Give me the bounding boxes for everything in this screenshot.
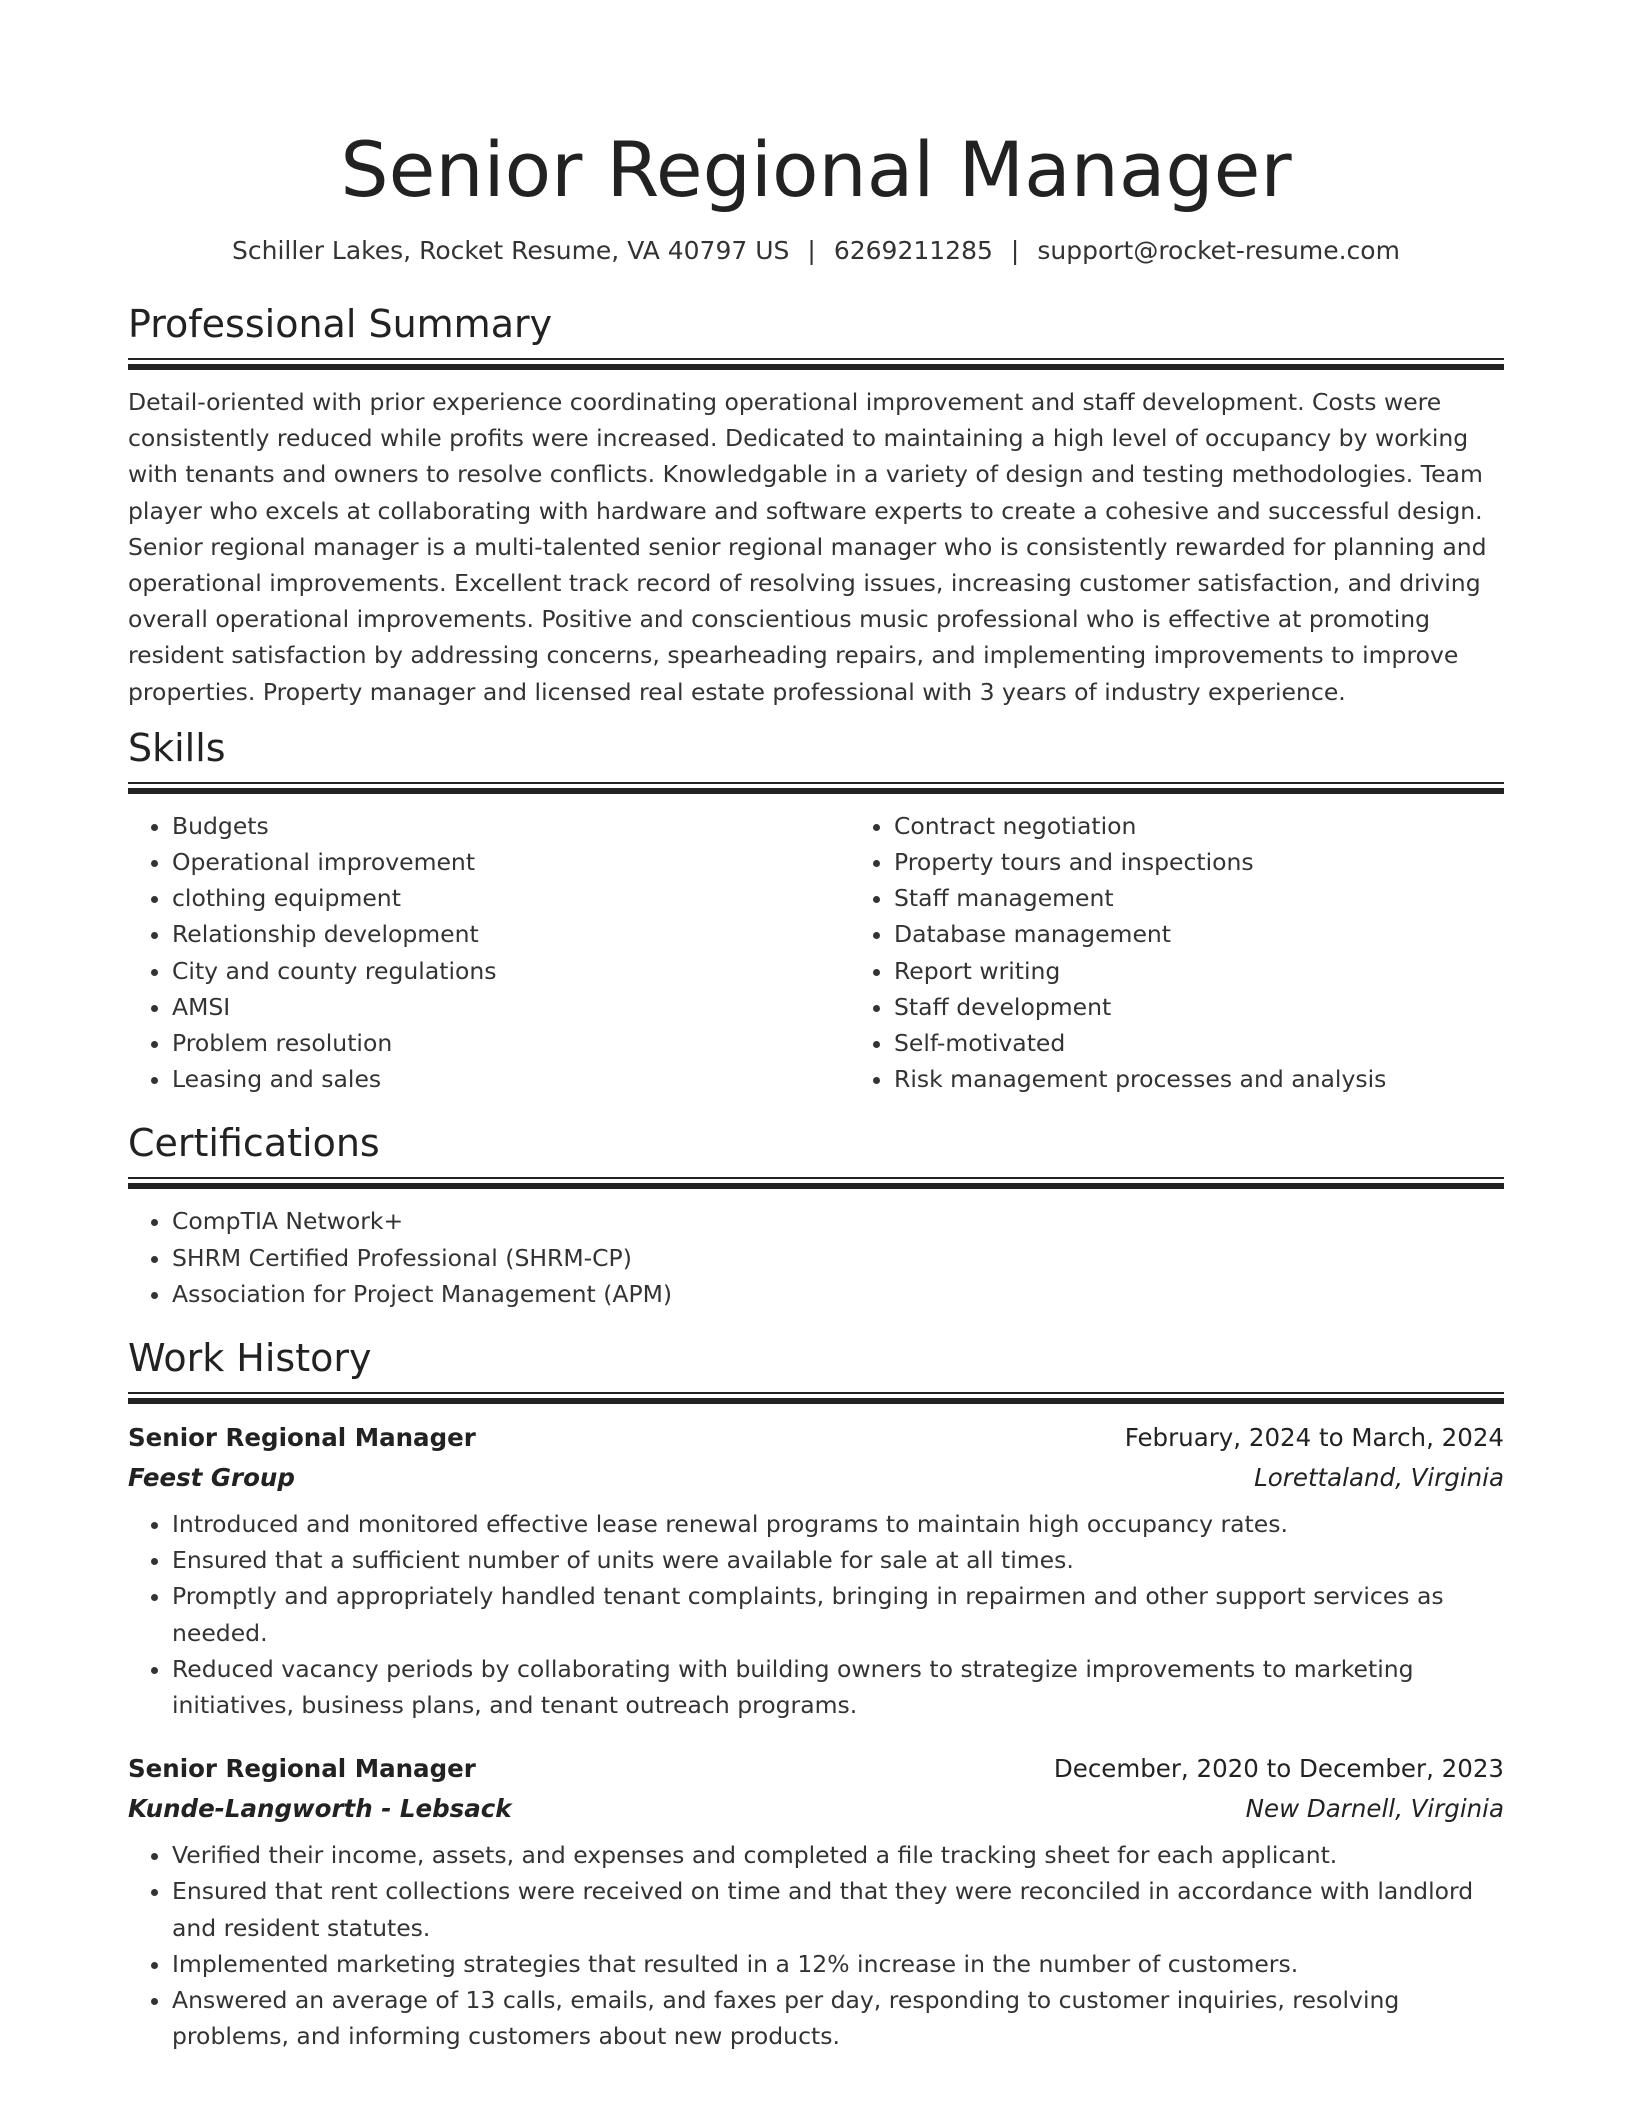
skill-item: • AMSI xyxy=(172,989,850,1025)
skill-item: • clothing equipment xyxy=(172,880,850,916)
job-entry xyxy=(128,1749,1504,2054)
job-location: New Darnell, Virginia xyxy=(1245,1794,1504,1824)
contact-separator: | xyxy=(807,236,816,265)
skill-item: • Budgets xyxy=(172,808,850,844)
skills-section xyxy=(128,724,1504,1098)
section-divider xyxy=(128,782,1504,794)
job-title: Senior Regional Manager xyxy=(128,1423,476,1453)
section-divider xyxy=(128,358,1504,370)
job-bullets xyxy=(128,1506,1504,1723)
work-history-heading: Work History xyxy=(128,1336,372,1381)
skills-list-left xyxy=(128,808,850,1098)
resume-page xyxy=(128,0,1504,2055)
job-dates: February, 2024 to March, 2024 xyxy=(1124,1423,1504,1453)
job-bullet: • Reduced vacancy periods by collaborating with building owners to strategize improvements to marketing initiatives, business plans, and tenant outreach programs. xyxy=(172,1651,1504,1723)
job-header xyxy=(128,1749,1504,1789)
job-dates: December, 2020 to December, 2023 xyxy=(1053,1754,1504,1784)
job-subheader xyxy=(128,1789,1504,1829)
contact-separator: | xyxy=(1010,236,1020,265)
job-subheader xyxy=(128,1458,1504,1498)
skill-item: • Risk management processes and analysis xyxy=(894,1061,1572,1097)
summary-text: Detail-oriented with prior experience coordinating operational improvement and staff development. Costs were consistently reduced while profits were increased. Dedicated to maintaining a high level of occupancy by working with tenants and owners to resolve conflicts. Knowledgable in a variety of design and testing methodologies. Team player who excels at collaborating with hardware and software experts to create a cohesive and successful design. Senior regional manager is a multi-talented senior regional manager who is consistently rewarded for planning and operational improvements. Excellent track record of resolving issues, increasing customer satisfaction, and driving overall operational improvements. Positive and conscientious music professional who is effective at promoting resident satisfaction by addressing concerns, spearheading repairs, and implementing improvements to improve properties. Property manager and licensed real estate professional with 3 years of industry experience. xyxy=(128,388,1487,706)
skill-item: • Leasing and sales xyxy=(172,1061,850,1097)
work-history-section xyxy=(128,1334,1504,2054)
job-spacer xyxy=(128,1723,1504,1749)
summary-heading: Professional Summary xyxy=(128,302,553,346)
skills-heading: Skills xyxy=(128,725,226,770)
skill-item: • Operational improvement xyxy=(172,844,850,880)
contact-phone: 6269211285 xyxy=(833,236,993,265)
skill-item: • Staff development xyxy=(894,989,1572,1025)
skill-item: • Database management xyxy=(894,916,1572,952)
skill-item: • Contract negotiation xyxy=(894,808,1572,844)
skill-item: • Staff management xyxy=(894,880,1572,916)
contact-address: Schiller Lakes, Rocket Resume, VA 40797 US xyxy=(232,236,790,265)
certifications-list xyxy=(128,1203,1504,1312)
job-company: Kunde-Langworth - Lebsack xyxy=(128,1794,512,1824)
skill-item: • City and county regulations xyxy=(172,953,850,989)
job-location: Lorettaland, Virginia xyxy=(1254,1463,1504,1493)
job-header xyxy=(128,1418,1504,1458)
certification-item: • SHRM Certified Professional (SHRM-CP) xyxy=(172,1240,1504,1276)
job-company: Feest Group xyxy=(128,1463,295,1493)
skills-list-right xyxy=(850,808,1572,1098)
certification-item: • Association for Project Management (APM) xyxy=(172,1276,1504,1312)
job-bullet: • Introduced and monitored effective lease renewal programs to maintain high occupancy rates. xyxy=(172,1506,1504,1542)
section-divider xyxy=(128,1392,1504,1404)
job-bullet: • Answered an average of 13 calls, emails, and faxes per day, responding to customer inquiries, resolving problems, and informing customers about new products. xyxy=(172,1982,1504,2054)
certifications-section xyxy=(128,1119,1504,1312)
skill-item: • Report writing xyxy=(894,953,1572,989)
certifications-heading: Certifications xyxy=(128,1121,380,1166)
job-entry xyxy=(128,1418,1504,1723)
job-bullets xyxy=(128,1837,1504,2054)
job-bullet: • Promptly and appropriately handled tenant complaints, bringing in repairmen and other support services as needed. xyxy=(172,1578,1504,1650)
skill-item: • Relationship development xyxy=(172,916,850,952)
resume-name: Senior Regional Manager xyxy=(340,125,1292,214)
certification-item: • CompTIA Network+ xyxy=(172,1203,1504,1239)
skill-item: • Property tours and inspections xyxy=(894,844,1572,880)
contact-email: support@rocket-resume.com xyxy=(1037,236,1400,265)
job-bullet: • Implemented marketing strategies that resulted in a 12% increase in the number of customers. xyxy=(172,1946,1504,1982)
skills-grid xyxy=(128,808,1504,1098)
job-bullet: • Ensured that rent collections were received on time and that they were reconciled in accordance with landlord and resident statutes. xyxy=(172,1873,1504,1945)
contact-line xyxy=(128,234,1504,268)
summary-section xyxy=(128,300,1504,710)
skill-item: • Self-motivated xyxy=(894,1025,1572,1061)
section-divider xyxy=(128,1177,1504,1189)
job-bullet: • Ensured that a sufficient number of units were available for sale at all times. xyxy=(172,1542,1504,1578)
job-bullet: • Verified their income, assets, and expenses and completed a file tracking sheet for each applicant. xyxy=(172,1837,1504,1873)
skill-item: • Problem resolution xyxy=(172,1025,850,1061)
job-title: Senior Regional Manager xyxy=(128,1754,476,1784)
